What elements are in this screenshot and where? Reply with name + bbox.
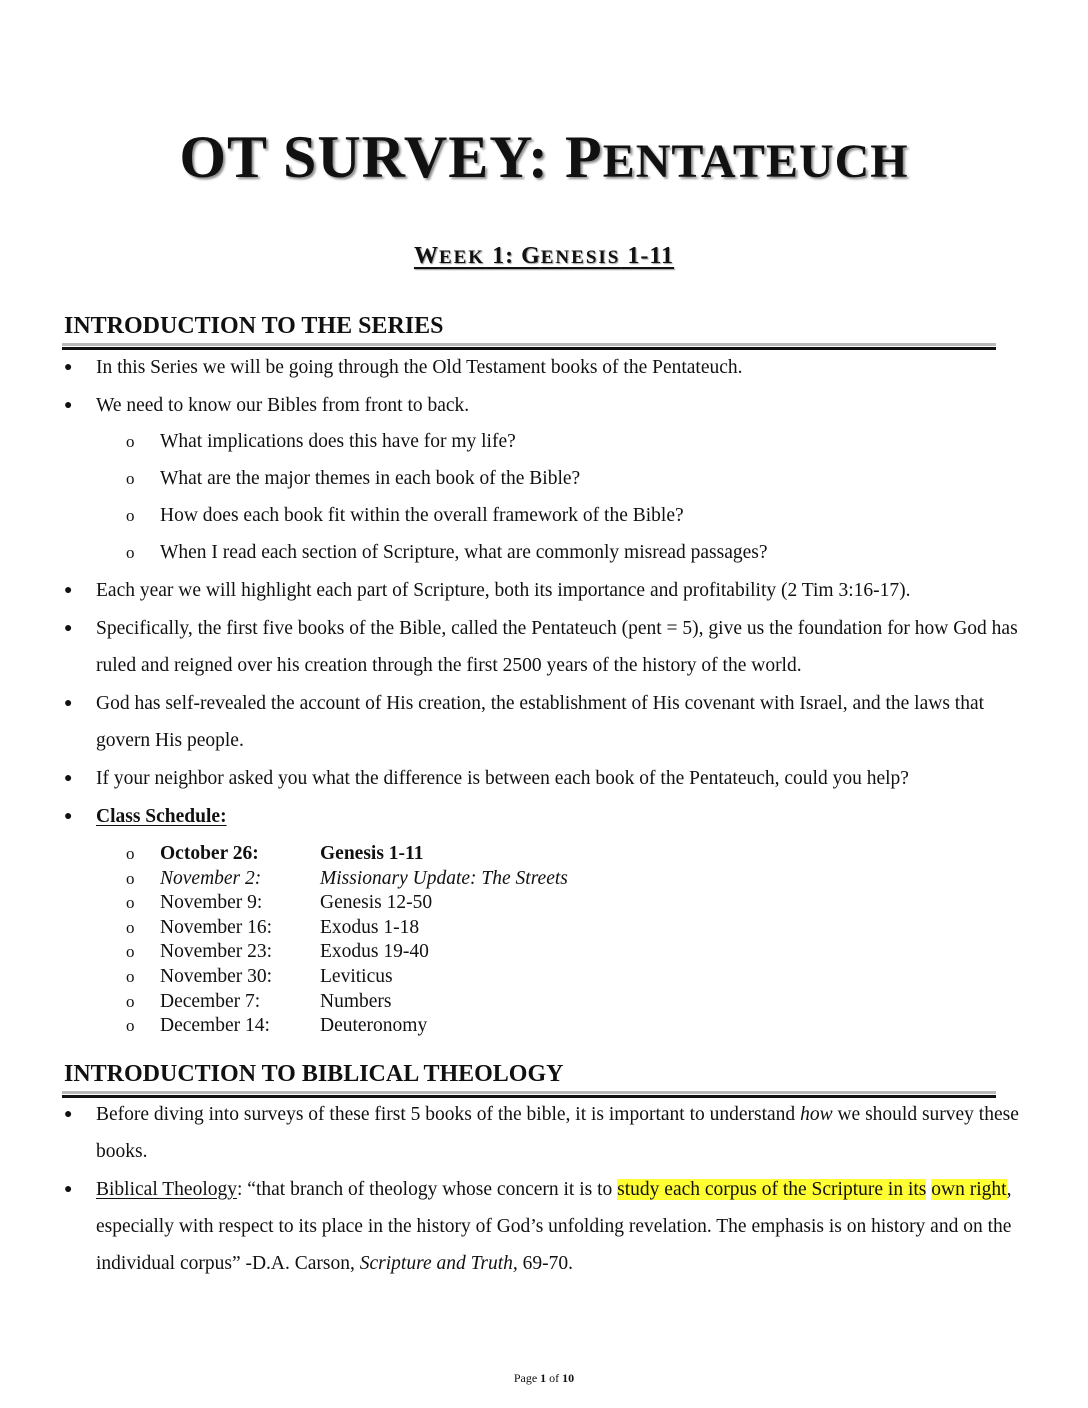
section-heading-series: INTRODUCTION TO THE SERIES [64, 313, 444, 339]
list-item: ● If your neighbor asked you what the difference is between each book of the Pentateuch, could you help? [64, 768, 909, 789]
class-schedule [126, 842, 726, 1039]
page-footer: Page 1 of 10 [513, 1371, 575, 1385]
sub-list-item: o When I read each section of Scripture, what are commonly misread passages? [126, 542, 768, 563]
schedule-row: o November 2: Missionary Update: The Streets [126, 867, 568, 889]
document-title: OT SURVEY: PENTATEUCH [179, 124, 909, 190]
list-item: ● In this Series we will be going through the Old Testament books of the Pentateuch. [64, 357, 743, 378]
schedule-label: ● Class Schedule: [64, 806, 227, 827]
highlighted-text: own right [931, 1179, 1007, 1200]
schedule-row: o December 7: Numbers [126, 990, 392, 1012]
schedule-row: o November 30: Leviticus [126, 965, 393, 987]
list-item: ● God has self-revealed the account of His creation, the establishment of His covenant with Israel, and the laws that govern His people. [64, 693, 985, 751]
sub-list-item: o How does each book fit within the overall framework of the Bible? [126, 505, 684, 526]
schedule-row: o December 14: Deuteronomy [126, 1015, 428, 1037]
highlighted-text: study each corpus of the Scripture in its [617, 1179, 927, 1200]
list-item: ● Each year we will highlight each part of Scripture, both its importance and profitability (2 Tim 3:16-17). [64, 580, 911, 601]
list-item: ● We need to know our Bibles from front to back. [64, 395, 470, 416]
list-item: ● Biblical Theology: “that branch of theology whose concern it is to study each corpus of the Scripture in its own right, especially with respect to its place in the history of God’s unfolding revelation. The emphasis is on history and on the individual corpus” -D.A. Carson, Scripture and Truth, 69-70. [64, 1179, 1012, 1274]
sub-list-item: o What implications does this have for my life? [126, 431, 516, 452]
section-heading-biblical-theology: INTRODUCTION TO BIBLICAL THEOLOGY [64, 1061, 564, 1087]
schedule-row: o November 23: Exodus 19-40 [126, 941, 429, 963]
schedule-row: o November 16: Exodus 1-18 [126, 916, 420, 938]
schedule-row: o October 26: Genesis 1-11 [126, 843, 424, 864]
week-subtitle: WEEK 1: GENESIS 1-11 [413, 243, 675, 269]
sub-list-item: o What are the major themes in each book of the Bible? [126, 468, 581, 489]
list-item: ● Before diving into surveys of these first 5 books of the bible, it is important to understand how we should survey these books. [64, 1104, 1019, 1162]
list-item: ● Specifically, the first five books of the Bible, called the Pentateuch (pent = 5), give us the foundation for how God has ruled and reigned over his creation through the first 2500 years of the history of the world. [64, 618, 1018, 676]
schedule-row: o November 9: Genesis 12-50 [126, 892, 433, 914]
